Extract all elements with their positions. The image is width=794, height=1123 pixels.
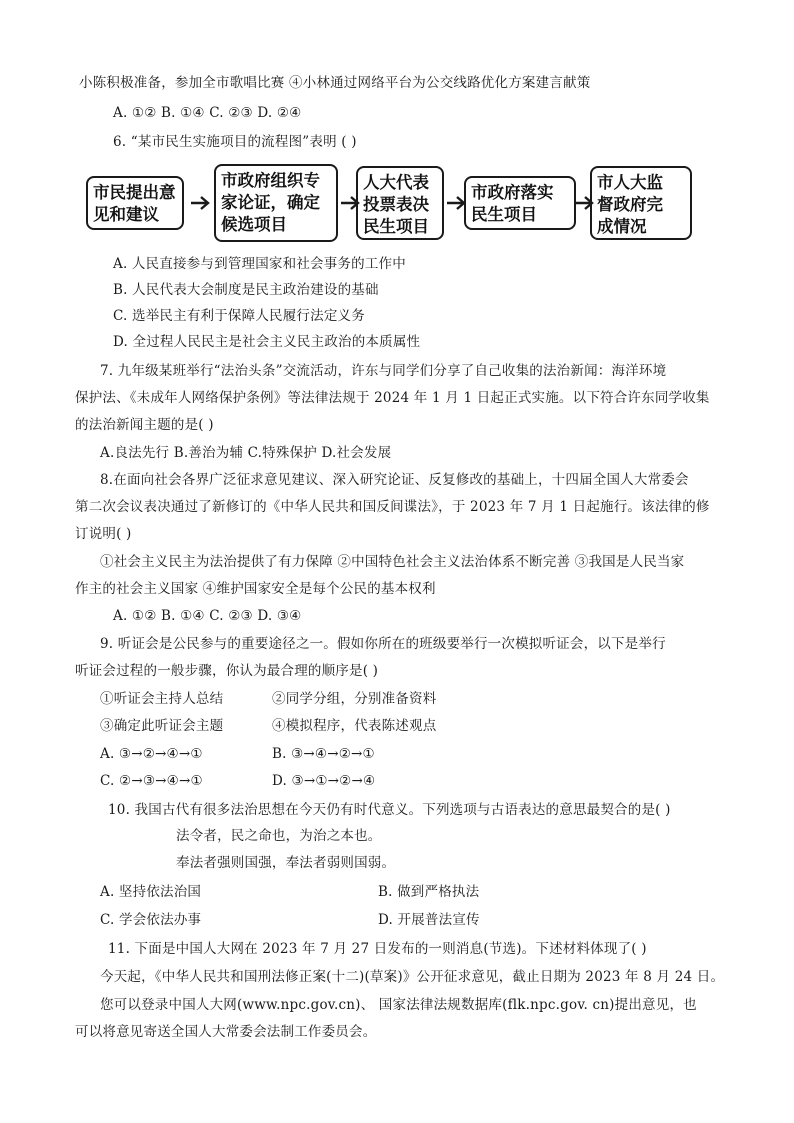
q6-stem: 6. “某市民生实施项目的流程图”表明 ( )	[113, 134, 357, 150]
q9-step-3: ③确定此听证会主题	[100, 718, 224, 734]
q10-option-b: B. 做到严格执法	[378, 884, 480, 900]
q8-statements-1: ①社会主义民主为法治提供了有力保障 ②中国特色社会主义法治体系不断完善 ③我国是人民当家	[100, 554, 685, 570]
q5-statement-tail: 小陈积极准备，参加全市歌唱比赛 ④小林通过网络平台为公交线路优化方案建言献策	[79, 75, 591, 91]
q10-option-a: A. 坚持依法治国	[100, 884, 202, 900]
q8-stem-2: 第二次会议表决通过了新修订的《中华人民共和国反间谍法》，于 2023 年 7 月 1 日起施行。该法律的修	[75, 499, 710, 515]
flow-step-3: 人大代表 投票表决 民生项目	[356, 166, 444, 240]
q11-material-2: 您可以登录中国人大网(www.npc.gov.cn)、 国家法律法规数据库(flk.npc.gov. cn)提出意见，也	[100, 997, 697, 1013]
q9-option-c: C. ②→③→④→①	[100, 773, 203, 789]
flow-step-1: 市民提出意 见和建议	[86, 176, 184, 230]
flow-step-4: 市政府落实 民生项目	[464, 176, 576, 230]
q7-stem-2: 保护法、《未成年人网络保护条例》等法律法规于 2024 年 1 月 1 日起正式实施。以下符合许东同学收集	[75, 390, 710, 406]
q6-option-d: D. 全过程人民民主是社会主义民主政治的本质属性	[113, 334, 421, 350]
q7-stem-3: 的法治新闻主题的是( )	[75, 417, 214, 433]
q6-option-b: B. 人民代表大会制度是民主政治建设的基础	[113, 282, 379, 298]
q9-step-2: ②同学分组，分别准备资料	[272, 691, 437, 707]
q10-quote-2: 奉法者强则国强，奉法者弱则国弱。	[176, 855, 396, 871]
q9-step-4: ④模拟程序，代表陈述观点	[272, 718, 437, 734]
q6-option-a: A. 人民直接参与到管理国家和社会事务的工作中	[113, 256, 406, 272]
flow-step-2: 市政府组织专 家论证，确定 候选项目	[214, 164, 338, 242]
q10-option-d: D. 开展普法宣传	[378, 912, 480, 928]
q7-options: A.良法先行 B.善治为辅 C.特殊保护 D.社会发展	[100, 445, 392, 461]
q9-option-b: B. ③→④→②→①	[272, 746, 375, 762]
q10-stem: 10. 我国古代有很多法治思想在今天仍有时代意义。下列选项与古语表达的意思最契合的是( )	[108, 802, 671, 818]
flow-step-5: 市人大监 督政府完 成情况	[590, 166, 692, 240]
q9-option-d: D. ③→①→②→④	[272, 773, 376, 789]
q10-quote-1: 法令者，民之命也，为治之本也。	[176, 828, 382, 844]
q8-statements-2: 作主的社会主义国家 ④维护国家安全是每个公民的基本权利	[75, 581, 436, 597]
q9-stem-1: 9. 听证会是公民参与的重要途径之一。假如你所在的班级要举行一次模拟听证会，以下是举行	[100, 636, 666, 652]
q9-option-a: A. ③→②→④→①	[100, 746, 203, 762]
q11-stem: 11. 下面是中国人大网在 2023 年 7 月 27 日发布的一则消息(节选)。下述材料体现了( )	[108, 941, 647, 957]
q9-stem-2: 听证会过程的一般步骤，你认为最合理的顺序是( )	[75, 663, 379, 679]
q5-options: A. ①② B. ①④ C. ②③ D. ②④	[113, 105, 302, 121]
q7-stem-1: 7. 九年级某班举行“法治头条”交流活动，许东与同学们分享了自己收集的法治新闻：海洋环境	[100, 363, 667, 379]
q8-options: A. ①② B. ①④ C. ②③ D. ③④	[113, 608, 302, 624]
q6-option-c: C. 选举民主有利于保障人民履行法定义务	[113, 308, 365, 324]
q10-option-c: C. 学会依法办事	[100, 912, 202, 928]
q8-stem-1: 8.在面向社会各界广泛征求意见建议、深入研究论证、反复修改的基础上，十四届全国人大常委会	[100, 472, 689, 488]
q9-step-1: ①听证会主持人总结	[100, 691, 224, 707]
q11-material-3: 可以将意见寄送全国人大常委会法制工作委员会。	[75, 1024, 377, 1040]
arrow-right-icon	[190, 192, 212, 214]
q11-material-1: 今天起，《中华人民共和国刑法修正案(十二)(草案)》公开征求意见，截止日期为 2023 年 8 月 24 日。	[100, 969, 725, 985]
flowchart	[86, 162, 702, 246]
q8-stem-3: 订说明( )	[75, 526, 132, 542]
